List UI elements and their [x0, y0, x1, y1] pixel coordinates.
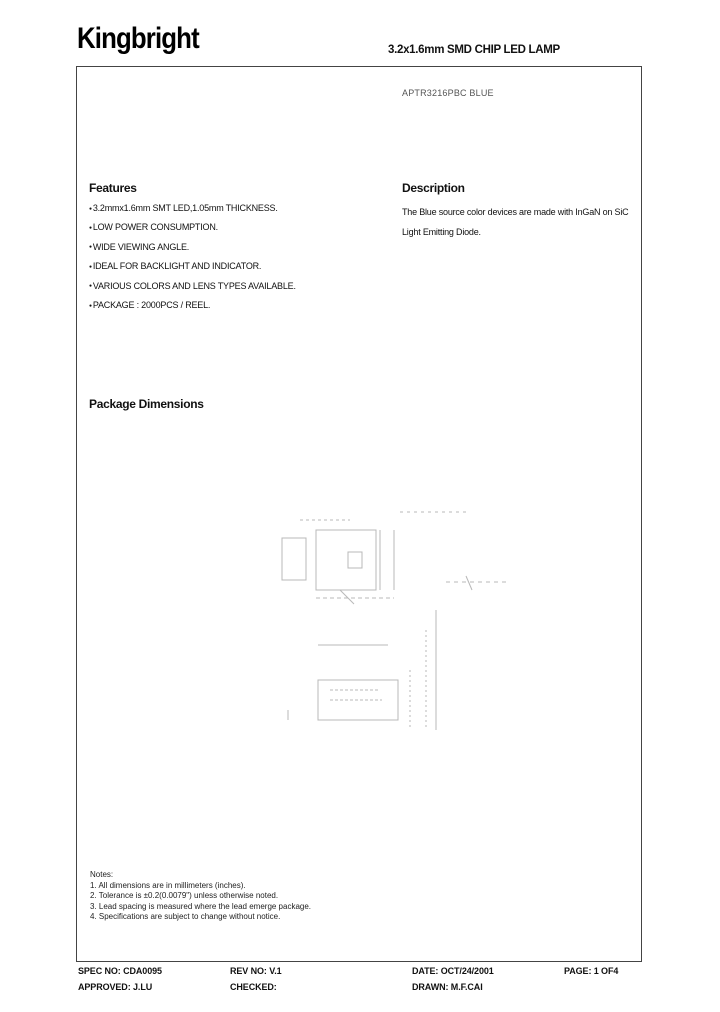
feature-item: ● 3.2mmx1.6mm SMT LED,1.05mm THICKNESS.	[89, 202, 296, 221]
document-title: 3.2x1.6mm SMD CHIP LED LAMP	[388, 44, 560, 56]
polarity-mark	[400, 512, 506, 590]
description-heading: Description	[402, 181, 465, 195]
features-heading: Features	[89, 181, 137, 195]
note-item: 4. Specifications are subject to change without notice.	[90, 912, 281, 921]
features-list	[89, 202, 296, 318]
note-item: 1. All dimensions are in millimeters (inches).	[90, 880, 246, 890]
feature-item: ● PACKAGE : 2000PCS / REEL.	[89, 299, 296, 318]
part-number: APTR3216PBC BLUE	[402, 88, 494, 98]
note-item: 2. Tolerance is ±0.2(0.0079") unless otherwise noted.	[90, 891, 279, 900]
package-dimensions-heading: Package Dimensions	[89, 397, 204, 411]
page-number: PAGE: 1 OF4	[564, 966, 619, 976]
checked-by: CHECKED:	[230, 982, 277, 992]
description-text: The Blue source color devices are made with InGaN on SiC Light Emitting Diode.	[402, 207, 629, 237]
notes-heading: Notes:	[90, 870, 114, 879]
kingbright-logo: Kingbright	[77, 22, 199, 55]
feature-item: ● IDEAL FOR BACKLIGHT AND INDICATOR.	[89, 260, 296, 279]
note-item: 3. Lead spacing is measured where the lead emerge package.	[90, 901, 312, 911]
revision-number: REV NO: V.1	[230, 966, 282, 976]
document-date: DATE: OCT/24/2001	[412, 966, 494, 976]
spec-number: SPEC NO: CDA0095	[78, 966, 162, 976]
side-view-outline	[288, 610, 436, 730]
top-view-outline	[282, 520, 394, 604]
notes	[90, 870, 311, 923]
feature-item: ● VARIOUS COLORS AND LENS TYPES AVAILABLE.	[89, 280, 296, 299]
feature-item: ● WIDE VIEWING ANGLE.	[89, 241, 296, 260]
approved-by: APPROVED: J.LU	[78, 982, 153, 992]
drawn-by: DRAWN: M.F.CAI	[412, 982, 483, 992]
package-dimensions-drawing	[270, 500, 530, 740]
feature-item: ● LOW POWER CONSUMPTION.	[89, 221, 296, 240]
